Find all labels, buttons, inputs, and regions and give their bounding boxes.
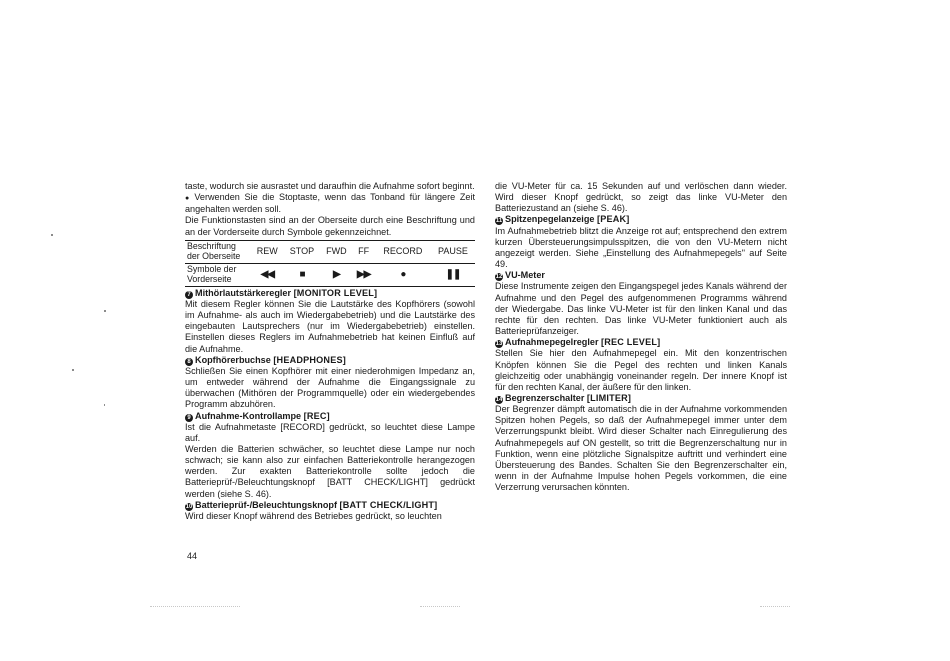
table-row-labels (185, 240, 475, 263)
section-text-vu-meter: Diese Instrumente zeigen den Eingangspegel jedes Kanals während der Aufnahme und den Pegel des aufgenommenen Programms während der Wiedergabe. Das linke VU-Meter ist für den linken Kanal und das rechte für den rechten. Das linke VU-Meter funktioniert auch als Batterieprüfanzeiger. (495, 281, 787, 337)
scan-dots (420, 606, 460, 608)
number-badge-icon: 11 (495, 218, 503, 225)
scan-dots (150, 606, 240, 608)
section-text-rec-level: Stellen Sie hier den Aufnahmepegel ein. Mit den konzentrischen Knöpfen können Sie die Pegel des rechten und linken Kanals gleichzeitig oder unabhängig voneinander regeln. Der innere Knopf ist für den rechten Kanal, der äußere für den linken. (495, 348, 787, 392)
section-heading-rec-lamp: 9 Aufnahme-Kontrollampe [REC] (185, 411, 475, 422)
section-heading-monitor-level: 7 Mithörlautstärkeregler [MONITOR LEVEL] (185, 288, 475, 299)
section-heading-peak: 11 Spitzenpegelanzeige [PEAK] (495, 214, 630, 225)
scan-speck (104, 310, 106, 312)
label-pause: PAUSE (431, 240, 475, 263)
number-badge-icon: 12 (495, 274, 503, 281)
number-badge-icon: 14 (495, 396, 503, 403)
section-text-monitor-level: Mit diesem Regler können Sie die Lautstärke des Kopfhörers (sowohl im Aufnahme- als auch im Wiedergabebetrieb) und die Lautstärke des eingebauten Lautsprechers (nur im Wiedergabebetrieb) einstellen. Einstellen dieses Reglers im Aufnahmebetrieb hat keinen Einfluß auf die Aufnahme. (185, 298, 475, 354)
stop-tip-paragraph: ● Verwenden Sie die Stoptaste, wenn das Tonband für längere Zeit angehalten werden soll. (185, 192, 475, 215)
scan-speck (72, 369, 74, 371)
play-icon: ▶ (320, 263, 352, 286)
section-heading-limiter: 14 Begrenzerschalter [LIMITER] (495, 392, 632, 403)
label-rew: REW (251, 240, 284, 263)
row-label-top: Beschriftung der Oberseite (185, 240, 251, 263)
section-text-peak: Im Aufnahmebetrieb blitzt die Anzeige rot auf; entsprechend den extrem kurzen Übersteuerungsimpulsspitzen, die von den VU-Metern nicht angezeigt werden. Siehe „Einstellung des Aufnahmepegels" auf Seite 49. (495, 225, 787, 270)
stop-icon: ■ (284, 263, 321, 286)
label-fwd: FWD (320, 240, 352, 263)
continued-paragraph: die VU-Meter für ca. 15 Sekunden auf und verlöschen dann wieder. Wird dieser Knopf gedrückt, so zeigt das linke VU-Meter den Batteriezustand an (siehe S. 46). (495, 181, 787, 214)
left-column (185, 181, 475, 522)
record-icon: ● (375, 263, 431, 286)
rewind-icon: ◀◀ (251, 263, 284, 286)
page-number: 44 (187, 551, 198, 561)
function-keys-paragraph: Die Funktionstasten sind an der Oberseite durch eine Beschriftung und an der Vorderseite durch Symbole gekennzeichnet. (185, 215, 475, 237)
fast-forward-icon: ▶▶ (352, 263, 375, 286)
label-record: RECORD (375, 240, 431, 263)
number-badge-icon: 10 (185, 503, 193, 510)
scan-speck (51, 234, 53, 236)
scan-dots (760, 606, 790, 608)
table-row-symbols (185, 263, 475, 286)
label-stop: STOP (284, 240, 321, 263)
section-heading-headphones: 8 Kopfhörerbuchse [HEADPHONES] (185, 355, 475, 366)
label-ff: FF (352, 240, 375, 263)
number-badge-icon: 9 (185, 414, 193, 422)
scan-speck (104, 404, 105, 406)
number-badge-icon: 7 (185, 291, 193, 299)
section-heading-vu-meter: 12 VU-Meter (495, 270, 545, 281)
row-label-front: Symbole der Vorderseite (185, 263, 251, 286)
section-text-limiter: Der Begrenzer dämpft automatisch die in der Aufnahme vorkommenden Spitzen hohen Pegels, so daß der Aufnahmepegel immer unter dem Verzerrungspunkt bleibt. Wird dieser Schalter nach Einregulierung des Aufnahmepegels auf ON gestellt, so tritt die Begrenzerschaltung nur in Funktion, wenn eine plötzliche Signalspitze auftritt und verhindert eine Übersteuerung des Bandes. Schalten Sie den Begrenzerschalter ein, wenn in der Aufnahme Impulse hohen Pegels vorkommen, die eine Verzerrung verursachen könnten. (495, 404, 787, 493)
section-heading-batt-check: 10 Batterieprüf-/Beleuchtungsknopf [BATT CHECK/LIGHT] (185, 499, 438, 510)
section-text-rec-lamp-1: Ist die Aufnahmetaste [RECORD] gedrückt, so leuchtet diese Lampe auf. (185, 421, 475, 443)
section-heading-rec-level: 13 Aufnahmepegelregler [REC LEVEL] (495, 337, 661, 348)
pause-icon: ❚❚ (431, 263, 475, 286)
intro-paragraph: taste, wodurch sie ausrastet und daraufhin die Aufnahme sofort beginnt. (185, 181, 475, 191)
function-key-table (185, 240, 475, 287)
section-text-batt-check: Wird dieser Knopf während des Betriebes gedrückt, so leuchten (185, 510, 442, 521)
number-badge-icon: 8 (185, 358, 193, 366)
section-text-headphones: Schließen Sie einen Kopfhörer mit einer niederohmigen Impedanz an, um entweder während der Aufnahme die Eingangssignale zu überwachen (Mithören der Programmquelle) oder ein wiedergebendes Programm abzuhören. (185, 365, 475, 410)
number-badge-icon: 13 (495, 341, 503, 348)
section-text-rec-lamp-2: Werden die Batterien schwächer, so leuchtet diese Lampe nur noch schwach; sie kann also zur einfachen Batteriekontrolle herangezogen werden. Zur exakten Batteriekontrolle sollte jedoch die Batterieprüf-/Beleuchtungsknopf [BATT CHECK/LIGHT] gedrückt werden (siehe S. 46). (185, 443, 475, 499)
right-column (495, 181, 787, 493)
